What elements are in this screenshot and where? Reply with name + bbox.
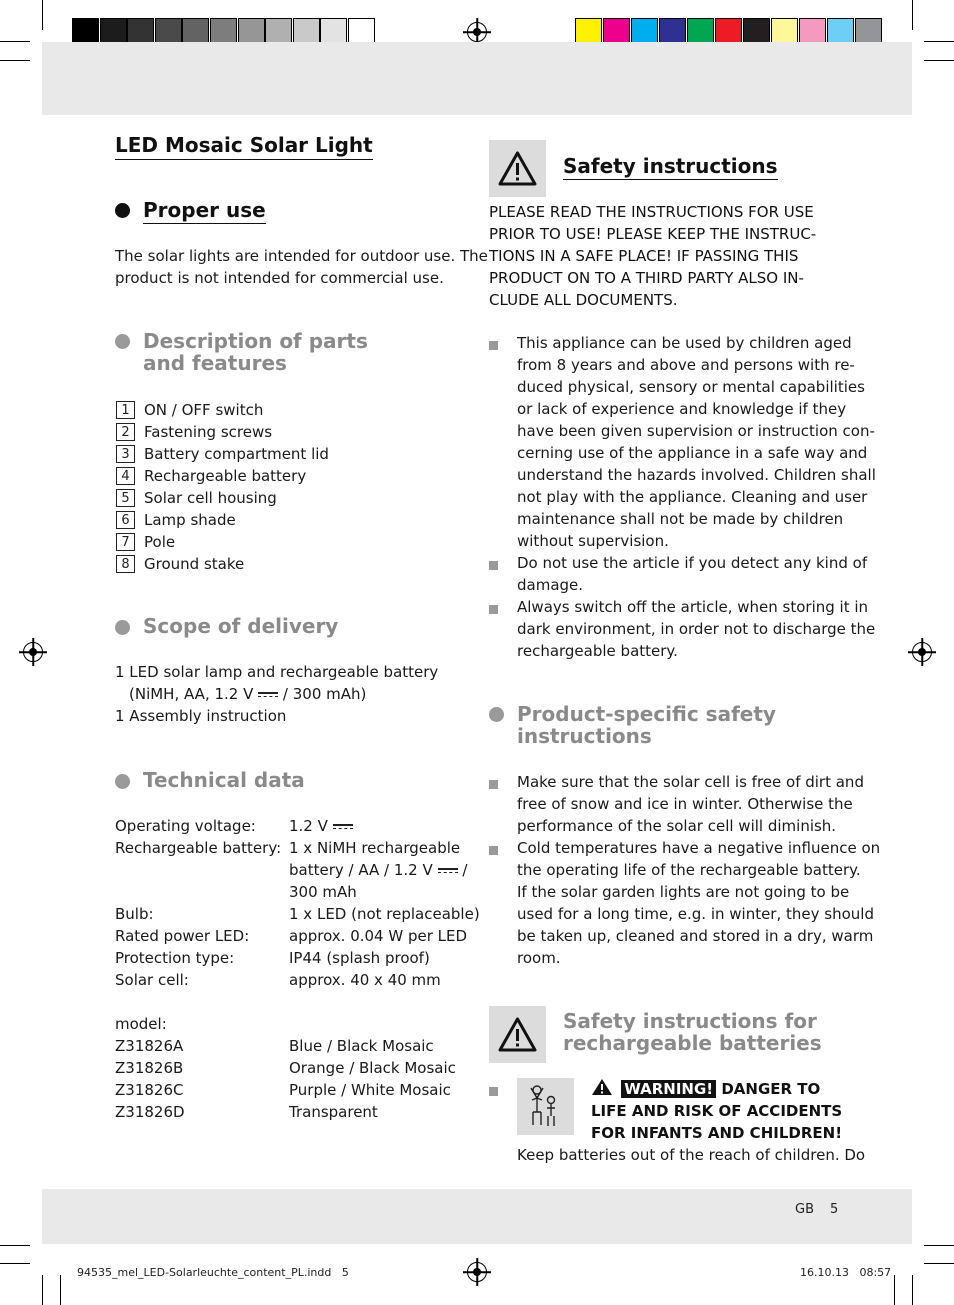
tech-label: Solar cell: <box>115 971 189 989</box>
product-safety-heading <box>517 703 776 747</box>
tech-value: approx. 0.04 W per LED <box>289 927 468 945</box>
bullet-square-icon <box>489 561 498 570</box>
safety-caps-text <box>489 201 816 311</box>
part-number: 8 <box>116 555 135 573</box>
battery-safety-text: Keep batteries out of the reach of children. Do <box>517 1146 866 1164</box>
text-line: Cold temperatures have a negative influence on <box>517 839 881 857</box>
text-line: If the solar garden lights are not going to be <box>517 883 850 901</box>
tech-value <box>289 815 353 837</box>
bullet-square-icon <box>489 605 498 614</box>
text-part: / <box>457 861 468 879</box>
heading-line: instructions <box>517 724 652 748</box>
part-label: Pole <box>144 533 176 551</box>
text-line: 300 mAh <box>289 883 357 901</box>
crop-mark <box>924 41 954 42</box>
crop-mark <box>42 1275 43 1305</box>
model-code: Z31826C <box>115 1081 184 1099</box>
model-description: Transparent <box>289 1103 378 1121</box>
text-line: maintenance shall not be made by children <box>517 510 844 528</box>
text-line: cerning use of the appliance in a safe way and <box>517 444 868 462</box>
safety-heading: Safety instructions <box>563 154 778 178</box>
tech-value <box>289 837 467 903</box>
text-line: product is not intended for commercial use. <box>115 269 444 287</box>
document-title: LED Mosaic Solar Light <box>115 133 373 160</box>
safety-bullet <box>517 596 875 662</box>
product-safety-bullet <box>517 771 864 837</box>
text-line: dark environment, in order not to discharge the <box>517 620 876 638</box>
model-label: model: <box>115 1015 167 1033</box>
footer-datetime: 16.10.13 08:57 <box>800 1266 892 1279</box>
bullet-square-icon <box>489 846 498 855</box>
text-line: used for a long time, e.g. in winter, they should <box>517 905 874 923</box>
tech-value: 1 x LED (not replaceable) <box>289 905 480 923</box>
bullet-square-icon <box>489 341 498 350</box>
child-with-adult-icon <box>517 1078 574 1135</box>
crop-mark <box>924 60 954 61</box>
delivery-text <box>115 661 438 727</box>
model-code: Z31826A <box>115 1037 184 1055</box>
text-line: PLEASE READ THE INSTRUCTIONS FOR USE <box>489 203 814 221</box>
footer-file-name: 94535_mel_LED-Solarleuchte_content_PL.indd 5 <box>77 1266 349 1279</box>
warning-box <box>489 140 546 197</box>
text-line: be taken up, cleaned and stored in a dry, warm <box>517 927 874 945</box>
text-line: damage. <box>517 576 584 594</box>
crop-mark <box>0 41 30 42</box>
delivery-heading: Scope of delivery <box>143 614 339 638</box>
tech-value: approx. 40 x 40 mm <box>289 971 441 989</box>
bullet-dot-icon <box>115 774 130 789</box>
crop-mark <box>0 1263 30 1264</box>
dc-symbol-icon <box>333 823 353 831</box>
text-line: duced physical, sensory or mental capabilities <box>517 378 865 396</box>
text-line: LIFE AND RISK OF ACCIDENTS <box>591 1102 843 1120</box>
text-line: PRIOR TO USE! PLEASE KEEP THE INSTRUC- <box>489 225 817 243</box>
part-number: 7 <box>116 533 135 551</box>
warning-triangle-icon <box>489 1006 546 1063</box>
crop-mark <box>924 1245 954 1246</box>
crop-mark <box>912 0 913 30</box>
warning-triangle-icon <box>489 140 546 197</box>
part-label: Rechargeable battery <box>144 467 307 485</box>
text-part: 1.2 V <box>289 817 328 835</box>
registration-mark <box>467 1262 487 1282</box>
text-line <box>591 1078 842 1100</box>
bullet-dot-icon <box>115 203 130 218</box>
crop-mark <box>60 1275 61 1305</box>
part-label: Ground stake <box>144 555 245 573</box>
text-line: have been given supervision or instruction con- <box>517 422 875 440</box>
header-band <box>42 42 912 115</box>
part-number: 5 <box>116 489 135 507</box>
part-number: 2 <box>116 423 135 441</box>
model-code: Z31826D <box>115 1103 185 1121</box>
footer-band <box>42 1189 912 1244</box>
model-description: Purple / White Mosaic <box>289 1081 451 1099</box>
text-part: / 300 mAh) <box>278 685 367 703</box>
text-line: room. <box>517 949 561 967</box>
child-warning-pictogram <box>517 1078 574 1135</box>
bullet-square-icon <box>489 1087 498 1096</box>
text-part: battery / AA / 1.2 V <box>289 861 433 879</box>
text-line: Do not use the article if you detect any kind of <box>517 554 868 572</box>
model-description: Blue / Black Mosaic <box>289 1037 434 1055</box>
text-part: DANGER TO <box>721 1080 821 1098</box>
text-line: without supervision. <box>517 532 669 550</box>
registration-mark <box>23 642 43 662</box>
text-line: rechargeable battery. <box>517 642 678 660</box>
text-line: 1 x NiMH rechargeable <box>289 839 461 857</box>
text-line: not play with the appliance. Cleaning and user <box>517 488 868 506</box>
part-number: 6 <box>116 511 135 529</box>
heading-line: and features <box>143 351 287 375</box>
text-line: 1 LED solar lamp and rechargeable battery <box>115 663 439 681</box>
tech-label: Bulb: <box>115 905 154 923</box>
heading-line: Safety instructions for <box>563 1009 817 1033</box>
safety-bullet <box>517 332 876 552</box>
crop-mark <box>0 60 30 61</box>
danger-warning-text <box>591 1078 842 1144</box>
crop-mark <box>894 1275 895 1305</box>
heading-line: rechargeable batteries <box>563 1031 822 1055</box>
footer-page-number: 5 <box>830 1202 839 1217</box>
registration-mark <box>467 22 487 42</box>
text-line: CLUDE ALL DOCUMENTS. <box>489 291 678 309</box>
crop-mark <box>42 0 43 30</box>
part-label: Solar cell housing <box>144 489 277 507</box>
heading-line: Product-specific safety <box>517 702 776 726</box>
text-line: This appliance can be used by children aged <box>517 334 852 352</box>
registration-mark <box>912 642 932 662</box>
text-line: performance of the solar cell will diminish. <box>517 817 837 835</box>
footer-lang: GB <box>795 1202 814 1217</box>
part-label: Lamp shade <box>144 511 236 529</box>
proper-use-text <box>115 245 488 289</box>
part-label: Battery compartment lid <box>144 445 329 463</box>
part-label: Fastening screws <box>144 423 273 441</box>
bullet-dot-icon <box>115 620 130 635</box>
tech-value: IP44 (splash proof) <box>289 949 430 967</box>
text-line: understand the hazards involved. Children shall <box>517 466 876 484</box>
dc-symbol-icon <box>438 867 458 875</box>
warning-triangle-icon <box>591 1078 613 1096</box>
safety-bullet <box>517 552 867 596</box>
text-line: FOR INFANTS AND CHILDREN! <box>591 1124 843 1142</box>
text-line <box>115 683 438 705</box>
warning-label: WARNING! <box>621 1080 716 1098</box>
part-label: ON / OFF switch <box>144 401 264 419</box>
model-description: Orange / Black Mosaic <box>289 1059 456 1077</box>
text-line: 1 Assembly instruction <box>115 707 287 725</box>
bullet-square-icon <box>489 780 498 789</box>
text-line: the operating life of the rechargeable battery. <box>517 861 861 879</box>
crop-mark <box>0 1245 30 1246</box>
model-code: Z31826B <box>115 1059 184 1077</box>
text-part: (NiMH, AA, 1.2 V <box>129 685 254 703</box>
tech-label: Rated power LED: <box>115 927 250 945</box>
parts-heading <box>143 330 368 374</box>
bullet-dot-icon <box>489 707 504 722</box>
text-line: PRODUCT ON TO A THIRD PARTY ALSO IN- <box>489 269 804 287</box>
part-number: 4 <box>116 467 135 485</box>
crop-mark <box>912 1275 913 1305</box>
tech-label: Protection type: <box>115 949 235 967</box>
text-line: TIONS IN A SAFE PLACE! IF PASSING THIS <box>489 247 799 265</box>
text-line: The solar lights are intended for outdoor use. The <box>115 247 488 265</box>
text-line: Make sure that the solar cell is free of dirt and <box>517 773 864 791</box>
warning-box <box>489 1006 546 1063</box>
text-line <box>289 859 467 881</box>
text-line: or lack of experience and knowledge if they <box>517 400 847 418</box>
text-line: free of snow and ice in winter. Otherwise the <box>517 795 853 813</box>
text-line: from 8 years and above and persons with re- <box>517 356 855 374</box>
heading-line: Description of parts <box>143 329 368 353</box>
battery-safety-heading <box>563 1010 822 1054</box>
product-safety-bullet <box>517 837 880 969</box>
tech-label: Rechargeable battery: <box>115 839 282 857</box>
part-number: 3 <box>116 445 135 463</box>
crop-mark <box>924 1263 954 1264</box>
proper-use-heading: Proper use <box>143 198 266 222</box>
text-line: Always switch off the article, when storing it in <box>517 598 869 616</box>
part-number: 1 <box>116 401 135 419</box>
tech-label: Operating voltage: <box>115 817 256 835</box>
tech-heading: Technical data <box>143 768 305 792</box>
dc-symbol-icon <box>258 691 278 699</box>
bullet-dot-icon <box>115 334 130 349</box>
